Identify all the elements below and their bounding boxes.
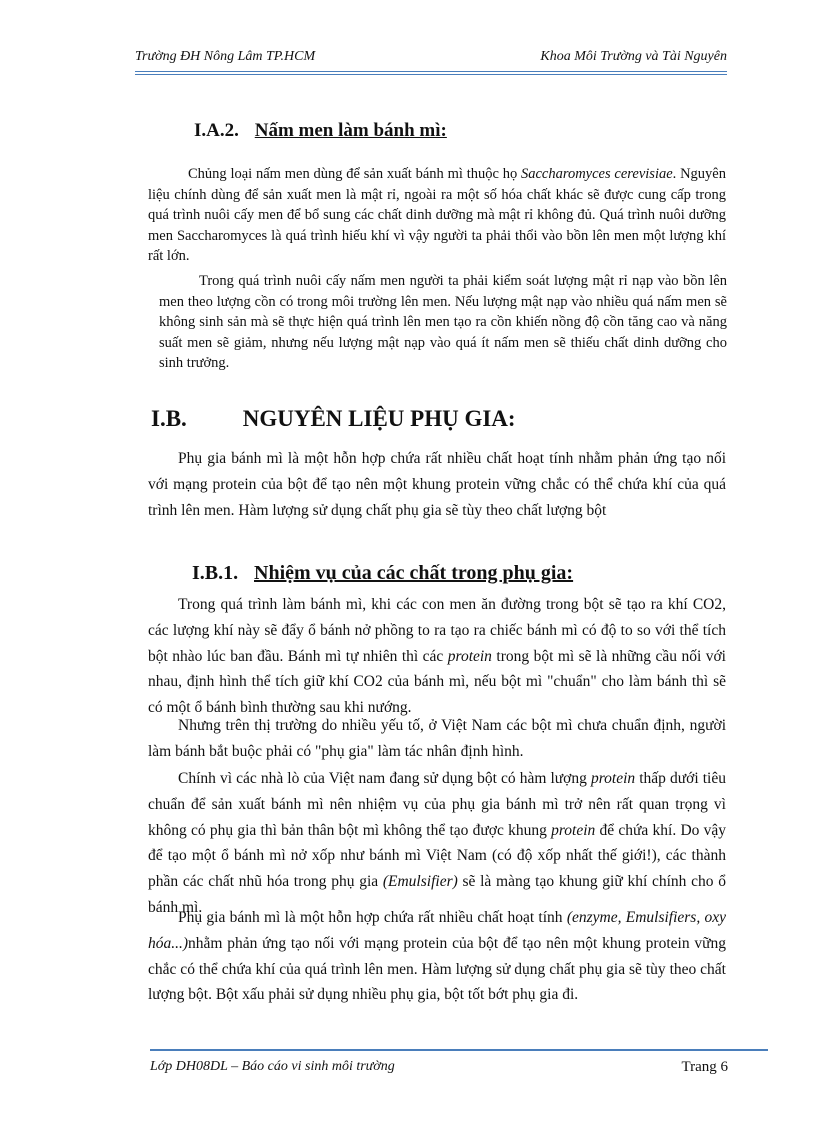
header-faculty: Khoa Môi Trường và Tài Nguyên — [540, 49, 727, 64]
paragraph: Trong quá trình làm bánh mì, khi các con men ăn đường trong bột sẽ tạo ra khí CO2, các lượng khí này sẽ đẩy ổ bánh nở phồng to ra tạo ra chiếc bánh mì có độ to so với thể tích bột nhào lúc ban đầu. Bánh mì tự nhiên thì các protein trong bột mì sẽ là những cầu nối với nhau, định hình thể tích giữ khí CO2 của bánh mì, nếu bột mì "chuẩn" cho làm bánh thì sẽ có một ổ bánh bình thường sau khi nướng. — [148, 596, 726, 717]
section-title: NGUYÊN LIỆU PHỤ GIA: — [242, 406, 516, 431]
paragraph: Trong quá trình nuôi cấy nấm men người ta phải kiểm soát lượng mật rỉ nạp vào bồn lên men theo lượng cồn có trong môi trường lên men. Nếu lượng mật nạp vào nhiều quá nấm men sẽ không sinh sản mà sẽ thực hiện quá trình lên men tạo ra cồn khiến nồng độ cồn tăng cao và năng suất men sẽ giảm, nhưng nếu lượng mật nạp vào quá ít nấm men sẽ thiếu chất dinh dưỡng cho sinh trưởng. — [159, 273, 727, 371]
paragraph: Phụ gia bánh mì là một hỗn hợp chứa rất nhiều chất hoạt tính (enzyme, Emulsifiers, oxy hóa...)nhằm phản ứng tạo nối với mạng protein của bột để tạo nên một khung protein vững chắc có thể chứa khí của quá trình lên men. Hàm lượng sử dụng chất phụ gia sẽ tùy theo chất lượng bột. Bột xấu phải sử dụng nhiều phụ gia, bột tốt bớt phụ gia đi. — [148, 909, 726, 1004]
section-heading-ia2 — [194, 119, 447, 143]
section-title: Nhiệm vụ của các chất trong phụ gia: — [254, 562, 574, 584]
section-number: I.B.1. — [192, 562, 239, 584]
page-number: Trang 6 — [681, 1059, 728, 1075]
header-rule — [135, 71, 727, 75]
footer-rule — [150, 1049, 768, 1051]
paragraph: Chính vì các nhà lò của Việt nam đang sử dụng bột có hàm lượng protein thấp dưới tiêu chuẩn để sản xuất bánh mì nên nhiệm vụ của phụ gia bánh mì trở nên rất quan trọng vì không có phụ gia thì bản thân bột mì không thể tạo được khung protein để chứa khí. Do vậy để tạo một ổ bánh mì nở xốp như bánh mì Việt Nam (có độ xốp nhất thế giới!), các thành phần các chất nhũ hóa trong phụ gia (Emulsifier) sẽ là màng tạo khung giữ khí chính cho ổ bánh mì. — [148, 770, 727, 916]
section-heading-ib — [151, 405, 516, 433]
section-title: Nấm men làm bánh mì: — [254, 120, 447, 141]
paragraph: Chủng loại nấm men dùng để sản xuất bánh mì thuộc họ Saccharomyces cerevisiae. Nguyên liệu chính dùng để sản xuất men là mật rỉ, ngoài ra một số hóa chất khác sẽ được cung cấp trong quá trình nuôi cấy men để bổ sung các chất dinh dưỡng mà mật rỉ không đủ. Quá trình nuôi dưỡng men Saccharomyces là quá trình hiếu khí vì vậy người ta phải thổi vào bồn lên men một lượng khí rất lớn. — [148, 166, 726, 264]
section-heading-ib1 — [192, 561, 573, 585]
section-number: I.B. — [151, 406, 187, 431]
header-school: Trường ĐH Nông Lâm TP.HCM — [135, 49, 316, 64]
paragraph: Nhưng trên thị trường do nhiều yếu tố, ở Việt Nam các bột mì chưa chuẩn định, người làm bánh bắt buộc phải có "phụ gia" làm tác nhân định hình. — [148, 717, 726, 760]
paragraph: Phụ gia bánh mì là một hỗn hợp chứa rất nhiều chất hoạt tính nhằm phản ứng tạo nối với mạng protein của bột để tạo nên một khung protein vững chắc có thể chứa khí của quá trình lên men. Hàm lượng sử dụng chất phụ gia sẽ tùy theo chất lượng bột — [148, 450, 726, 519]
section-number: I.A.2. — [194, 120, 239, 141]
footer-class: Lớp DH08DL – Báo cáo vi sinh môi trường — [150, 1059, 395, 1074]
